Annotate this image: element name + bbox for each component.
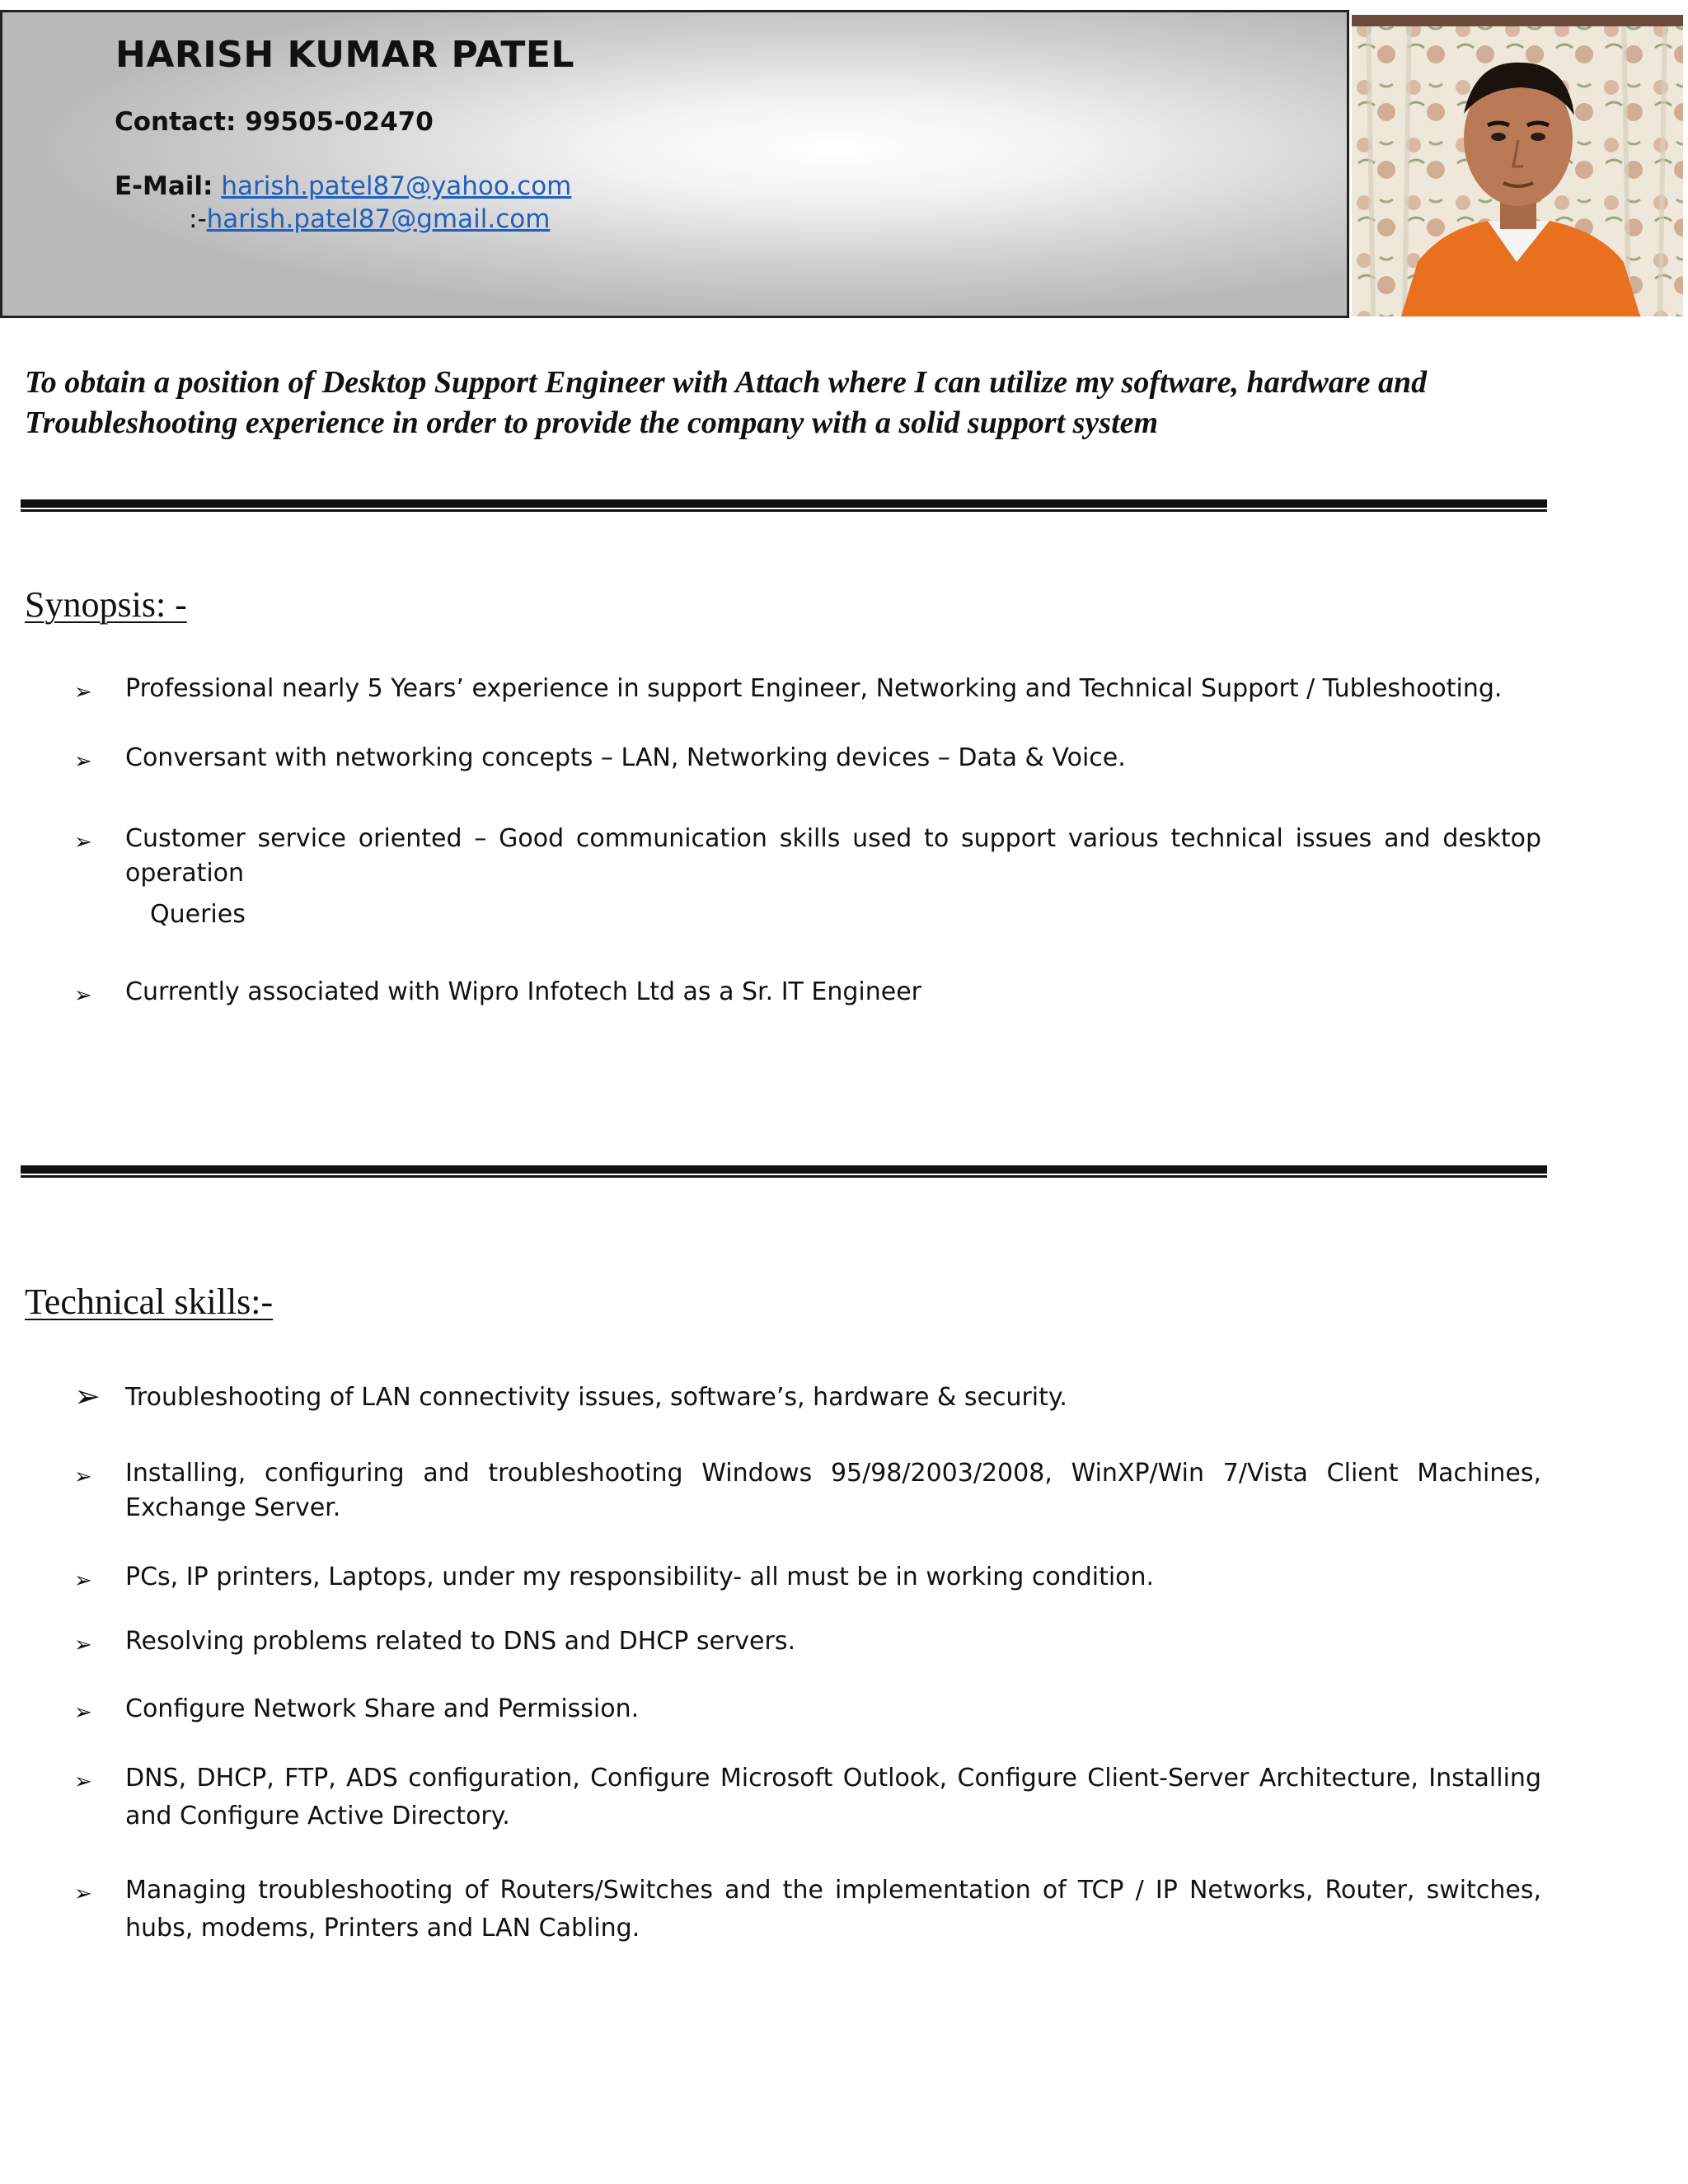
- list-item: [74, 1760, 1541, 1835]
- email-link-yahoo[interactable]: harish.patel87@yahoo.com: [221, 171, 572, 201]
- technical-skills-heading: Technical skills:-: [25, 1282, 274, 1322]
- list-item: [74, 1624, 1541, 1659]
- list-item: [74, 1560, 1541, 1595]
- contact-phone: Contact: 99505-02470: [115, 107, 434, 137]
- list-item: [74, 1872, 1541, 1947]
- arrow-bullet-icon: ➢: [74, 1465, 92, 1489]
- skill-item-text: DNS, DHCP, FTP, ADS configuration, Configure Microsoft Outlook, Configure Client-Server Architecture, Installing and Configure Active Directory.: [125, 1764, 1541, 1830]
- career-objective: To obtain a position of Desktop Support Engineer with Attach where I can utilize my software, hardware and Troubleshooting experience in order to provide the company with a solid support system: [25, 365, 1428, 440]
- arrow-bullet-icon: ➢: [74, 680, 92, 705]
- arrow-bullet-icon: ➢: [74, 749, 92, 774]
- skill-item-text: Resolving problems related to DNS and DHCP servers.: [125, 1627, 796, 1656]
- arrow-bullet-icon: ➢: [74, 830, 92, 855]
- header-box: [0, 10, 1349, 318]
- list-item: [74, 1380, 1541, 1415]
- synopsis-item-text: Currently associated with Wipro Infotech Ltd as a Sr. IT Engineer: [125, 977, 922, 1006]
- arrow-bullet-icon: ➢: [74, 1882, 92, 1906]
- arrow-bullet-icon: ➢: [74, 1700, 92, 1725]
- email-line-secondary: [189, 204, 550, 234]
- arrow-bullet-icon: ➢: [74, 983, 92, 1008]
- email-line-primary: [115, 171, 571, 201]
- arrow-bullet-icon: ➢: [74, 1568, 92, 1593]
- skill-item-text: Managing troubleshooting of Routers/Switches and the implementation of TCP / IP Networks, Router, switches, hubs, modems, Printers and LAN Cabling.: [125, 1876, 1541, 1943]
- profile-photo-illustration: [1352, 15, 1683, 316]
- synopsis-list: [74, 672, 1541, 1010]
- email-link-gmail[interactable]: harish.patel87@gmail.com: [206, 204, 551, 234]
- list-item: [74, 672, 1541, 706]
- skill-item-text: Configure Network Share and Permission.: [125, 1694, 640, 1723]
- email-secondary-prefix: :-: [189, 204, 207, 234]
- arrow-bullet-icon: ➢: [74, 1378, 101, 1414]
- skill-item-text: PCs, IP printers, Laptops, under my responsibility- all must be in working condition.: [125, 1563, 1155, 1591]
- list-item: [74, 741, 1541, 776]
- synopsis-item-continuation: Queries: [150, 900, 246, 929]
- candidate-name: HARISH KUMAR PATEL: [115, 34, 575, 76]
- list-item: [74, 822, 1541, 932]
- synopsis-item-text: Conversant with networking concepts – LAN, Networking devices – Data & Voice.: [125, 743, 1126, 772]
- synopsis-item-text: Customer service oriented – Good communication skills used to support various technical issues and desktop operation: [125, 824, 1541, 888]
- synopsis-heading: Synopsis: -: [25, 584, 187, 625]
- synopsis-item-text: Professional nearly 5 Years’ experience in support Engineer, Networking and Technical Support / Tubleshooting.: [125, 674, 1503, 703]
- list-item: [74, 975, 1541, 1010]
- skills-list: [74, 1380, 1541, 1947]
- arrow-bullet-icon: ➢: [74, 1633, 92, 1657]
- list-item: [74, 1456, 1541, 1526]
- skill-item-text: Troubleshooting of LAN connectivity issues, software’s, hardware & security.: [125, 1383, 1067, 1412]
- skill-item-text: Installing, configuring and troubleshooting Windows 95/98/2003/2008, WinXP/Win 7/Vista Client Machines, Exchange Server.: [125, 1459, 1541, 1522]
- profile-photo: [1352, 15, 1683, 316]
- section-divider-2: [21, 1165, 1547, 1178]
- section-divider-1: [21, 499, 1547, 512]
- arrow-bullet-icon: ➢: [74, 1769, 92, 1794]
- list-item: [74, 1692, 1541, 1727]
- email-label: E-Mail:: [115, 171, 213, 201]
